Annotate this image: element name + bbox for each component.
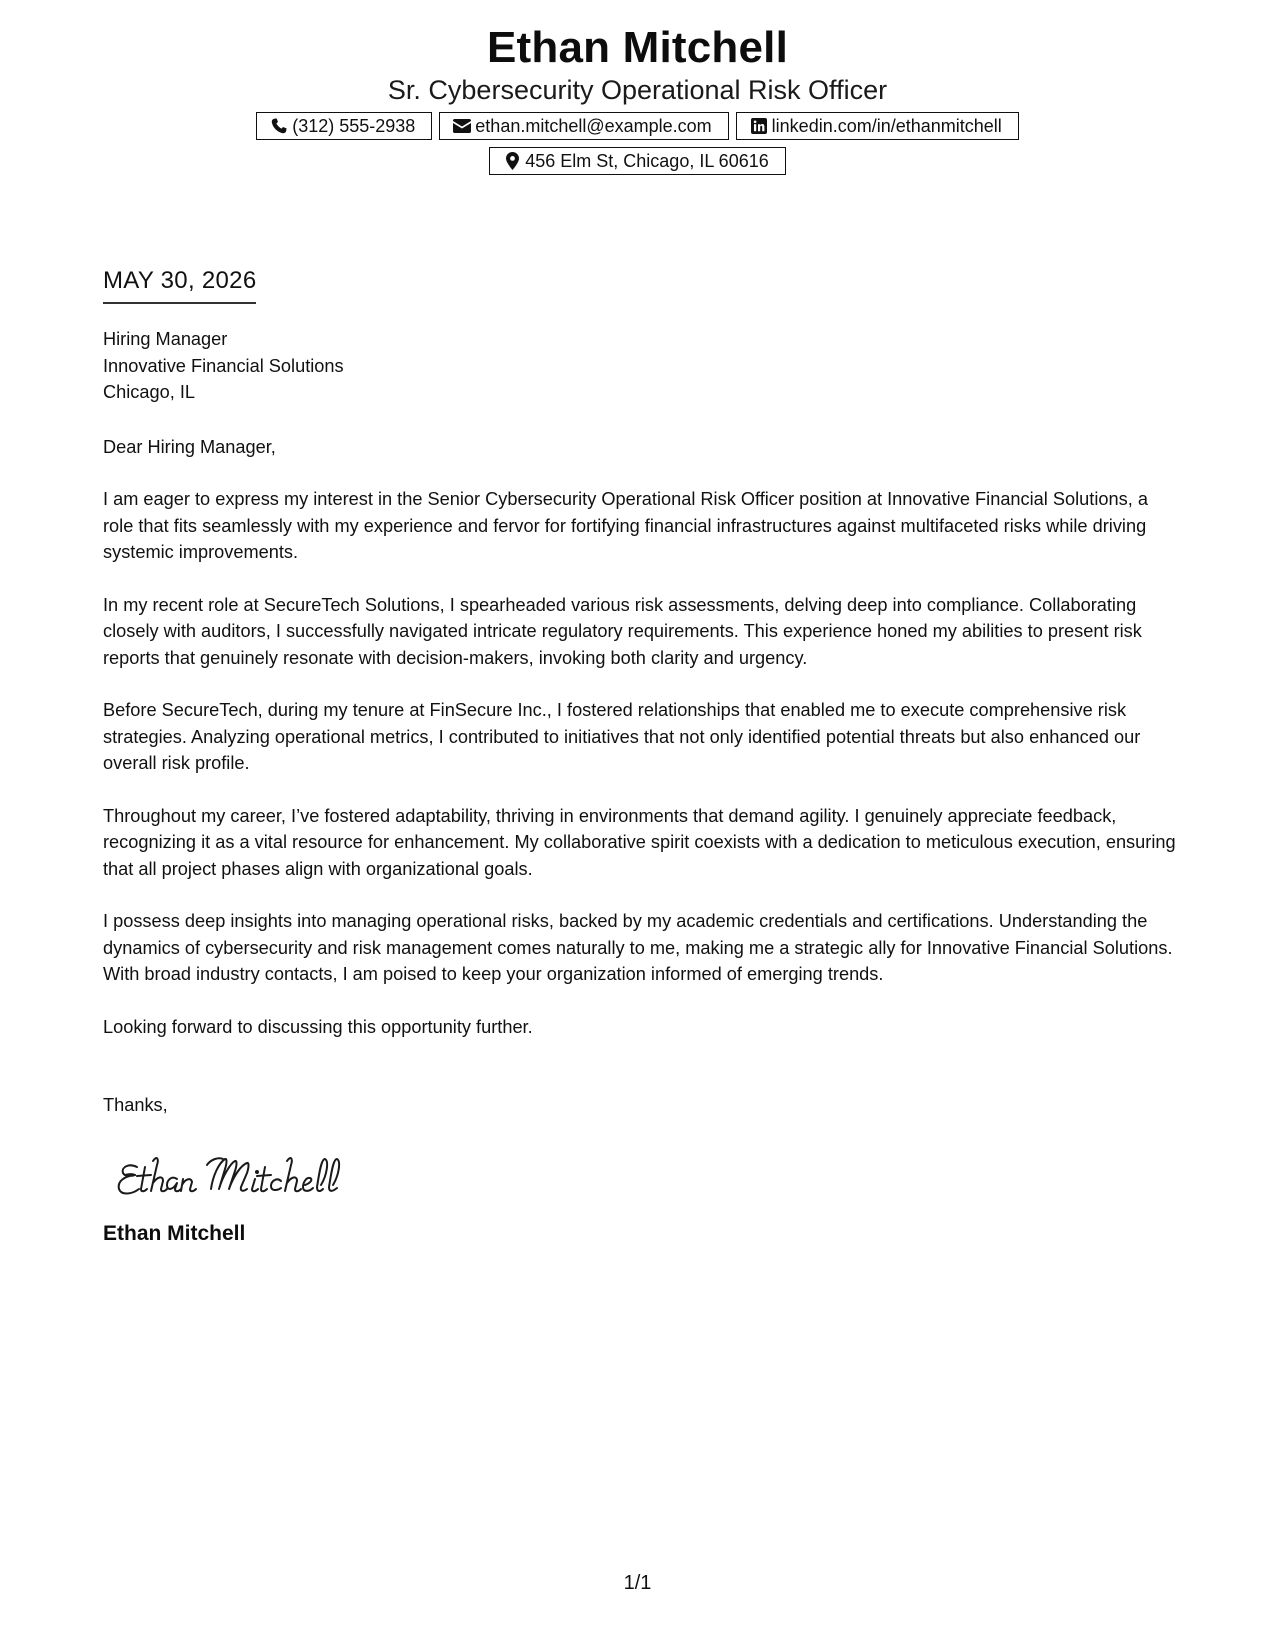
closing-line: Looking forward to discussing this opportunity further. — [103, 1016, 533, 1037]
linkedin-chip[interactable] — [736, 112, 1019, 140]
body-paragraph: I possess deep insights into managing operational risks, backed by my academic credentials and certifications. Understanding the dynamics of cybersecurity and risk management comes naturally to me, making me a strategic ally for Innovative Financial Solutions. With broad industry contacts, I am poised to keep your organization informed of emerging trends. — [103, 911, 1173, 984]
address-text: 456 Elm St, Chicago, IL 60616 — [525, 150, 769, 171]
body-paragraph: In my recent role at SecureTech Solutions, I spearheaded various risk assessments, delving deep into compliance. Collaborating closely with auditors, I successfully navigated intricate regulatory requirements. This experience honed my abilities to present risk reports that genuinely resonate with decision-makers, invoking both clarity and urgency. — [103, 594, 1142, 668]
handwritten-signature — [115, 1145, 1178, 1205]
letter-date: MAY 30, 2026 — [103, 266, 256, 304]
phone-icon — [269, 116, 289, 136]
recipient-block — [103, 326, 1178, 406]
signer-name: Ethan Mitchell — [103, 1221, 246, 1245]
map-marker-icon — [502, 151, 522, 171]
body-paragraph: Before SecureTech, during my tenure at FinSecure Inc., I fostered relationships that enabled me to execute comprehensive risk strategies. Analyzing operational metrics, I contributed to initiatives that not only identified potential threats but also enhanced our overall risk profile. — [103, 700, 1141, 773]
letter-body — [103, 326, 1178, 1247]
salutation: Dear Hiring Manager, — [103, 436, 276, 457]
phone-text: (312) 555-2938 — [292, 115, 416, 136]
contact-row — [228, 112, 1048, 140]
address-chip[interactable] — [489, 147, 785, 175]
envelope-icon — [452, 116, 472, 136]
recipient-line: Chicago, IL — [103, 382, 196, 402]
sign-off: Thanks, — [103, 1095, 168, 1115]
linkedin-text: linkedin.com/in/ethanmitchell — [771, 115, 1002, 136]
recipient-line: Innovative Financial Solutions — [103, 355, 344, 376]
linkedin-icon — [749, 116, 769, 136]
email-text: ethan.mitchell@example.com — [475, 115, 712, 136]
recipient-line: Hiring Manager — [103, 329, 228, 349]
body-paragraph: Throughout my career, I’ve fostered adaptability, thriving in environments that demand agility. I genuinely appreciate feedback, recognizing it as a vital resource for enhancement. My collaborative spirit coexists with a dedication to meticulous execution, ensuring that all project phases align with organizational goals. — [103, 805, 1176, 879]
email-chip[interactable] — [439, 112, 728, 140]
page-number: 1/1 — [623, 1572, 652, 1594]
body-paragraph: I am eager to express my interest in the Senior Cybersecurity Operational Risk Officer position at Innovative Financial Solutions, a role that fits seamlessly with my experience and fervor for fortifying financial infrastructures against multifaceted risks while driving systemic improvements. — [103, 489, 1148, 562]
letter-header — [0, 22, 1275, 175]
contact-row-2 — [0, 147, 1275, 175]
applicant-title: Sr. Cybersecurity Operational Risk Officer — [387, 75, 888, 105]
phone-chip[interactable] — [256, 112, 432, 140]
applicant-name: Ethan Mitchell — [486, 23, 789, 72]
